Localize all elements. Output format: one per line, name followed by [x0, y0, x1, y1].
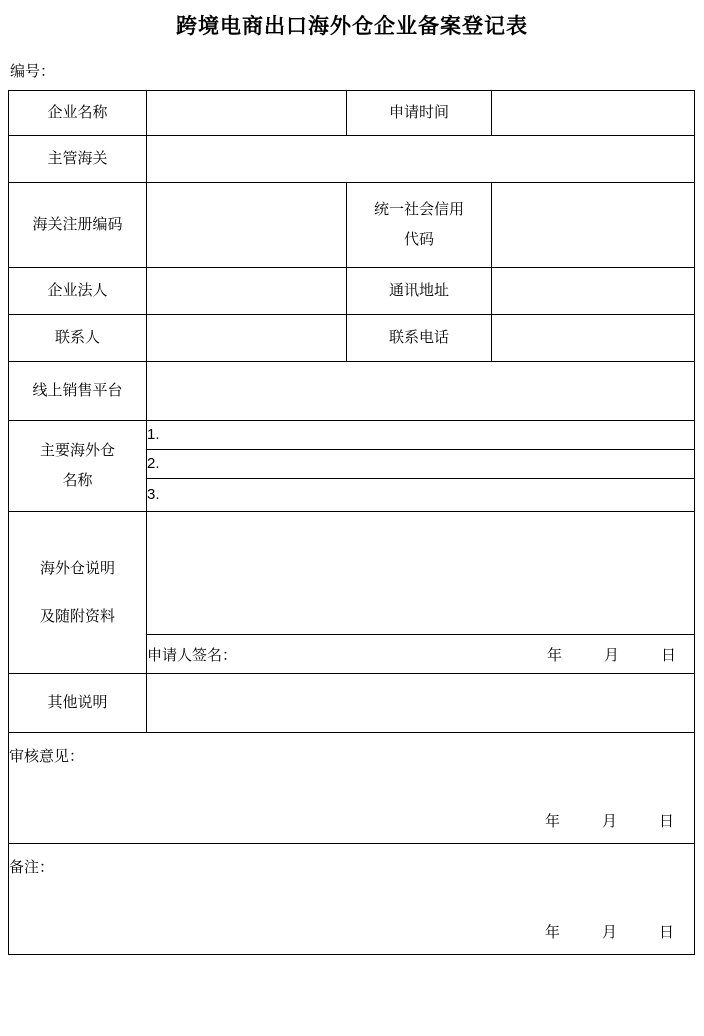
label-usc-code-line2: 代码 — [403, 231, 434, 248]
applicant-signature-row — [147, 635, 695, 674]
date-units-signature — [547, 644, 694, 665]
field-warehouse-3[interactable]: 3. — [147, 479, 695, 512]
table-row — [9, 421, 695, 450]
field-apply-time[interactable] — [492, 91, 695, 136]
table-row — [9, 183, 695, 268]
label-company-name: 企业名称 — [9, 91, 147, 136]
review-opinion-cell[interactable] — [9, 733, 695, 844]
field-contact[interactable] — [147, 315, 347, 362]
field-customs-register-code[interactable] — [147, 183, 347, 268]
date-units-remark — [9, 921, 694, 942]
table-row — [9, 844, 695, 955]
label-applicant-signature: 申请人签名： — [147, 646, 238, 664]
table-row — [9, 674, 695, 733]
document-page — [0, 12, 704, 1036]
field-phone[interactable] — [492, 315, 695, 362]
label-address: 通讯地址 — [347, 268, 492, 315]
table-row — [9, 362, 695, 421]
label-phone: 联系电话 — [347, 315, 492, 362]
label-other: 其他说明 — [9, 674, 147, 733]
label-month: 月 — [601, 923, 617, 941]
table-row — [9, 512, 695, 635]
label-year: 年 — [544, 923, 560, 941]
label-warehouse-description — [9, 512, 147, 674]
table-row — [9, 315, 695, 362]
label-warehouse-description-line1: 海外仓说明 — [39, 559, 115, 577]
label-contact: 联系人 — [9, 315, 147, 362]
label-day: 日 — [658, 923, 674, 941]
label-review-opinion: 审核意见： — [9, 747, 85, 765]
label-day: 日 — [660, 646, 676, 664]
label-customs-register-code: 海关注册编码 — [9, 183, 147, 268]
label-apply-time: 申请时间 — [347, 91, 492, 136]
label-month: 月 — [603, 646, 619, 664]
label-year: 年 — [546, 646, 562, 664]
label-usc-code-line1: 统一社会信用 — [373, 201, 464, 218]
field-warehouse-1[interactable]: 1. — [147, 421, 695, 450]
field-warehouse-description[interactable] — [147, 512, 695, 635]
label-year: 年 — [544, 812, 560, 830]
field-remark[interactable] — [9, 879, 694, 921]
field-legal-person[interactable] — [147, 268, 347, 315]
label-legal-person: 企业法人 — [9, 268, 147, 315]
field-review-opinion[interactable] — [9, 768, 694, 810]
date-units-review — [9, 810, 694, 831]
label-warehouse-names-line1: 主要海外仓 — [39, 442, 115, 459]
table-row — [9, 268, 695, 315]
page-title: 跨境电商出口海外仓企业备案登记表 — [176, 15, 528, 38]
label-customs: 主管海关 — [9, 136, 147, 183]
label-month: 月 — [601, 812, 617, 830]
table-row — [9, 733, 695, 844]
field-usc-code[interactable] — [492, 183, 695, 268]
field-address[interactable] — [492, 268, 695, 315]
label-warehouse-description-line2: 及随附资料 — [39, 607, 115, 625]
serial-number-label: 编号： — [10, 63, 56, 80]
table-row — [9, 91, 695, 136]
label-platform: 线上销售平台 — [9, 362, 147, 421]
field-company-name[interactable] — [147, 91, 347, 136]
table-row — [9, 136, 695, 183]
field-warehouse-2[interactable]: 2. — [147, 450, 695, 479]
label-usc-code — [347, 183, 492, 268]
label-remark: 备注： — [9, 858, 55, 876]
label-warehouse-names-line2: 名称 — [62, 472, 93, 489]
field-other[interactable] — [147, 674, 695, 733]
field-customs[interactable] — [147, 136, 695, 183]
remark-cell[interactable] — [9, 844, 695, 955]
registration-form-table — [8, 90, 695, 955]
label-day: 日 — [658, 812, 674, 830]
label-warehouse-names — [9, 421, 147, 512]
field-platform[interactable] — [147, 362, 695, 421]
